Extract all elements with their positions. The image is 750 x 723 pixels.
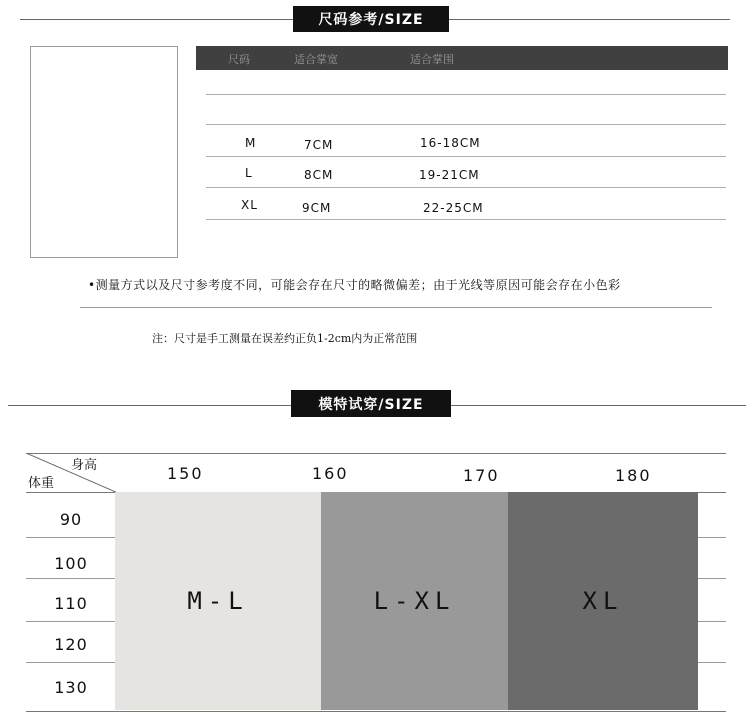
table-divider [206,219,726,220]
size-header-size: 尺码 [228,53,250,66]
row-width: 9CM [302,201,332,215]
row-size: M [245,136,257,150]
chart-rule [26,711,726,712]
weight-label: 130 [54,678,88,697]
row-circ: 19-21CM [419,168,480,182]
size-section-badge: 尺码参考/SIZE [293,6,449,32]
row-size: XL [241,198,258,212]
table-divider [206,156,726,157]
model-section-badge: 模特试穿/SIZE [291,390,451,417]
note-divider [80,307,712,308]
row-circ: 22-25CM [423,201,484,215]
size-table-header [196,46,728,70]
corner-cell [26,453,118,493]
height-label: 160 [312,464,349,483]
size-band-l-xl: L-XL [321,492,508,710]
table-divider [206,187,726,188]
corner-weight-label: 体重 [28,476,55,491]
chart-rule [26,453,726,454]
measurement-note: •测量方式以及尺寸参考度不同，可能会存在尺寸的略微偏差；由于光线等原因可能会存在小色彩 [88,278,621,292]
weight-label: 90 [59,510,83,529]
tolerance-note: 注：尺寸是手工测量在误差约正负1-2cm内为正常范围 [152,332,418,345]
size-band-m-l: M-L [115,492,321,710]
weight-label: 100 [54,554,88,573]
product-image [30,46,178,258]
height-label: 170 [463,466,500,485]
table-divider [206,94,726,95]
height-label: 180 [615,466,652,485]
weight-label: 110 [54,594,88,613]
weight-label: 120 [54,635,88,654]
size-band-xl: XL [508,492,698,710]
corner-height-label: 身高 [71,458,98,473]
size-header-width: 适合掌宽 [294,53,338,66]
row-circ: 16-18CM [420,136,481,150]
row-size: L [245,166,253,180]
row-width: 8CM [304,168,334,182]
table-divider [206,124,726,125]
height-label: 150 [167,464,204,483]
size-header-circ: 适合掌围 [410,53,454,66]
row-width: 7CM [304,138,334,152]
